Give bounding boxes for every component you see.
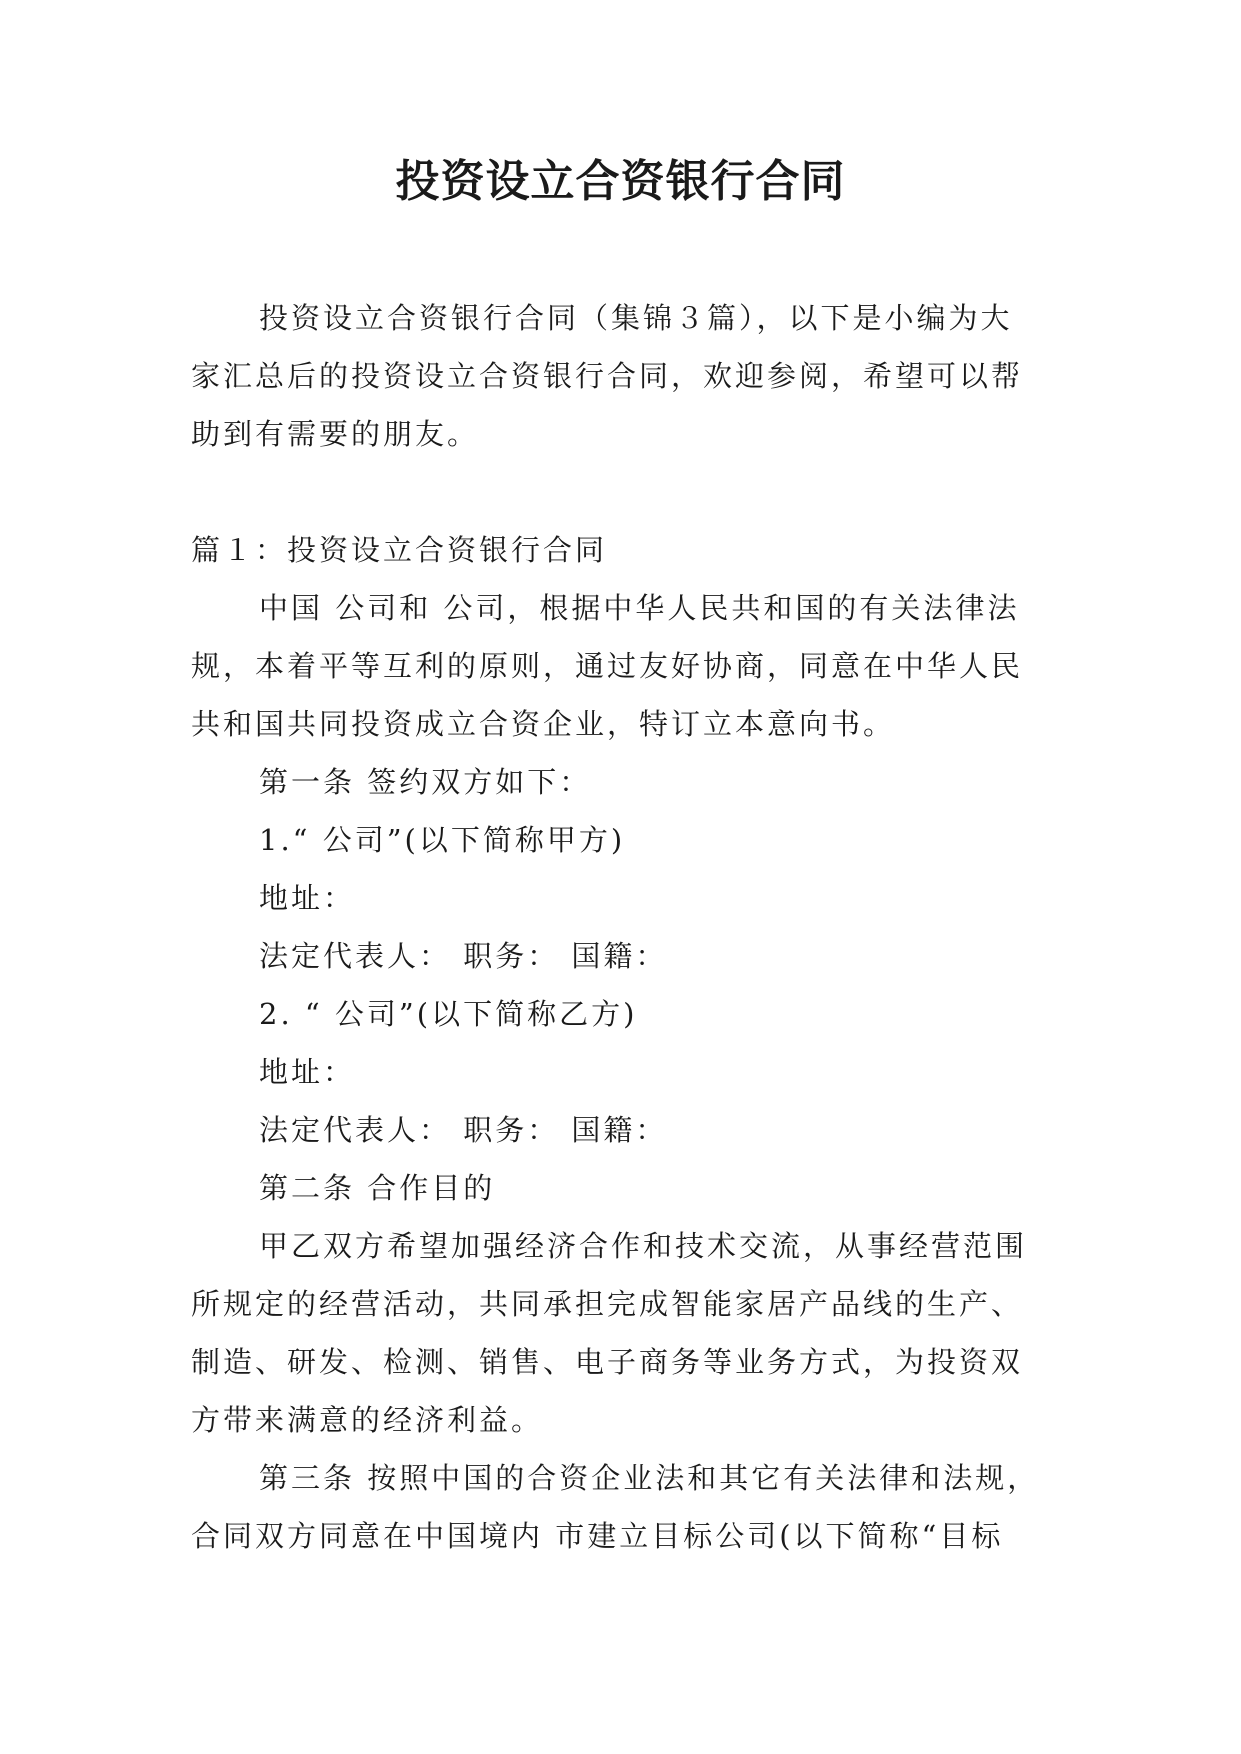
article2-line-1: 甲乙双方希望加强经济合作和技术交流，从事经营范围 xyxy=(259,1229,1028,1263)
paragraph-spacer xyxy=(191,463,1071,521)
document-title: 投资设立合资银行合同 xyxy=(395,156,846,207)
paragraph1-line-3: 共和国共同投资成立合资企业，特订立本意向书。 xyxy=(191,707,896,741)
article2-line-4: 方带来满意的经济利益。 xyxy=(191,1403,544,1437)
party-a-line: 1.“ 公司”(以下简称甲方) xyxy=(259,823,626,857)
article2-heading: 第二条 合作目的 xyxy=(259,1171,496,1205)
paragraph1-line-2: 规，本着平等互利的原则，通过友好协商，同意在中华人民 xyxy=(191,649,1024,683)
party-b-line: 2. “ 公司”(以下简称乙方) xyxy=(259,997,638,1031)
paragraph1-line-1: 中国 公司和 公司，根据中华人民共和国的有关法律法 xyxy=(259,591,1020,625)
section-heading: 篇１：投资设立合资银行合同 xyxy=(191,533,608,567)
article1-heading: 第一条 签约双方如下： xyxy=(259,765,592,799)
article3-line-1: 第三条 按照中国的合资企业法和其它有关法律和法规， xyxy=(259,1461,1040,1495)
intro-line-3: 助到有需要的朋友。 xyxy=(191,417,480,451)
intro-line-2: 家汇总后的投资设立合资银行合同，欢迎参阅，希望可以帮 xyxy=(191,359,1024,393)
party-b-representative: 法定代表人： 职务： 国籍： xyxy=(259,1113,668,1147)
party-a-representative: 法定代表人： 职务： 国籍： xyxy=(259,939,668,973)
intro-line-1: 投资设立合资银行合同（集锦３篇），以下是小编为大 xyxy=(259,301,1013,335)
document-body xyxy=(191,289,1071,1565)
article2-line-2: 所规定的经营活动，共同承担完成智能家居产品线的生产、 xyxy=(191,1287,1024,1321)
party-a-address: 地址： xyxy=(259,881,356,915)
party-b-address: 地址： xyxy=(259,1055,356,1089)
article3-line-2: 合同双方同意在中国境内 市建立目标公司(以下简称“目标 xyxy=(191,1519,1004,1553)
article2-line-3: 制造、研发、检测、销售、电子商务等业务方式，为投资双 xyxy=(191,1345,1024,1379)
